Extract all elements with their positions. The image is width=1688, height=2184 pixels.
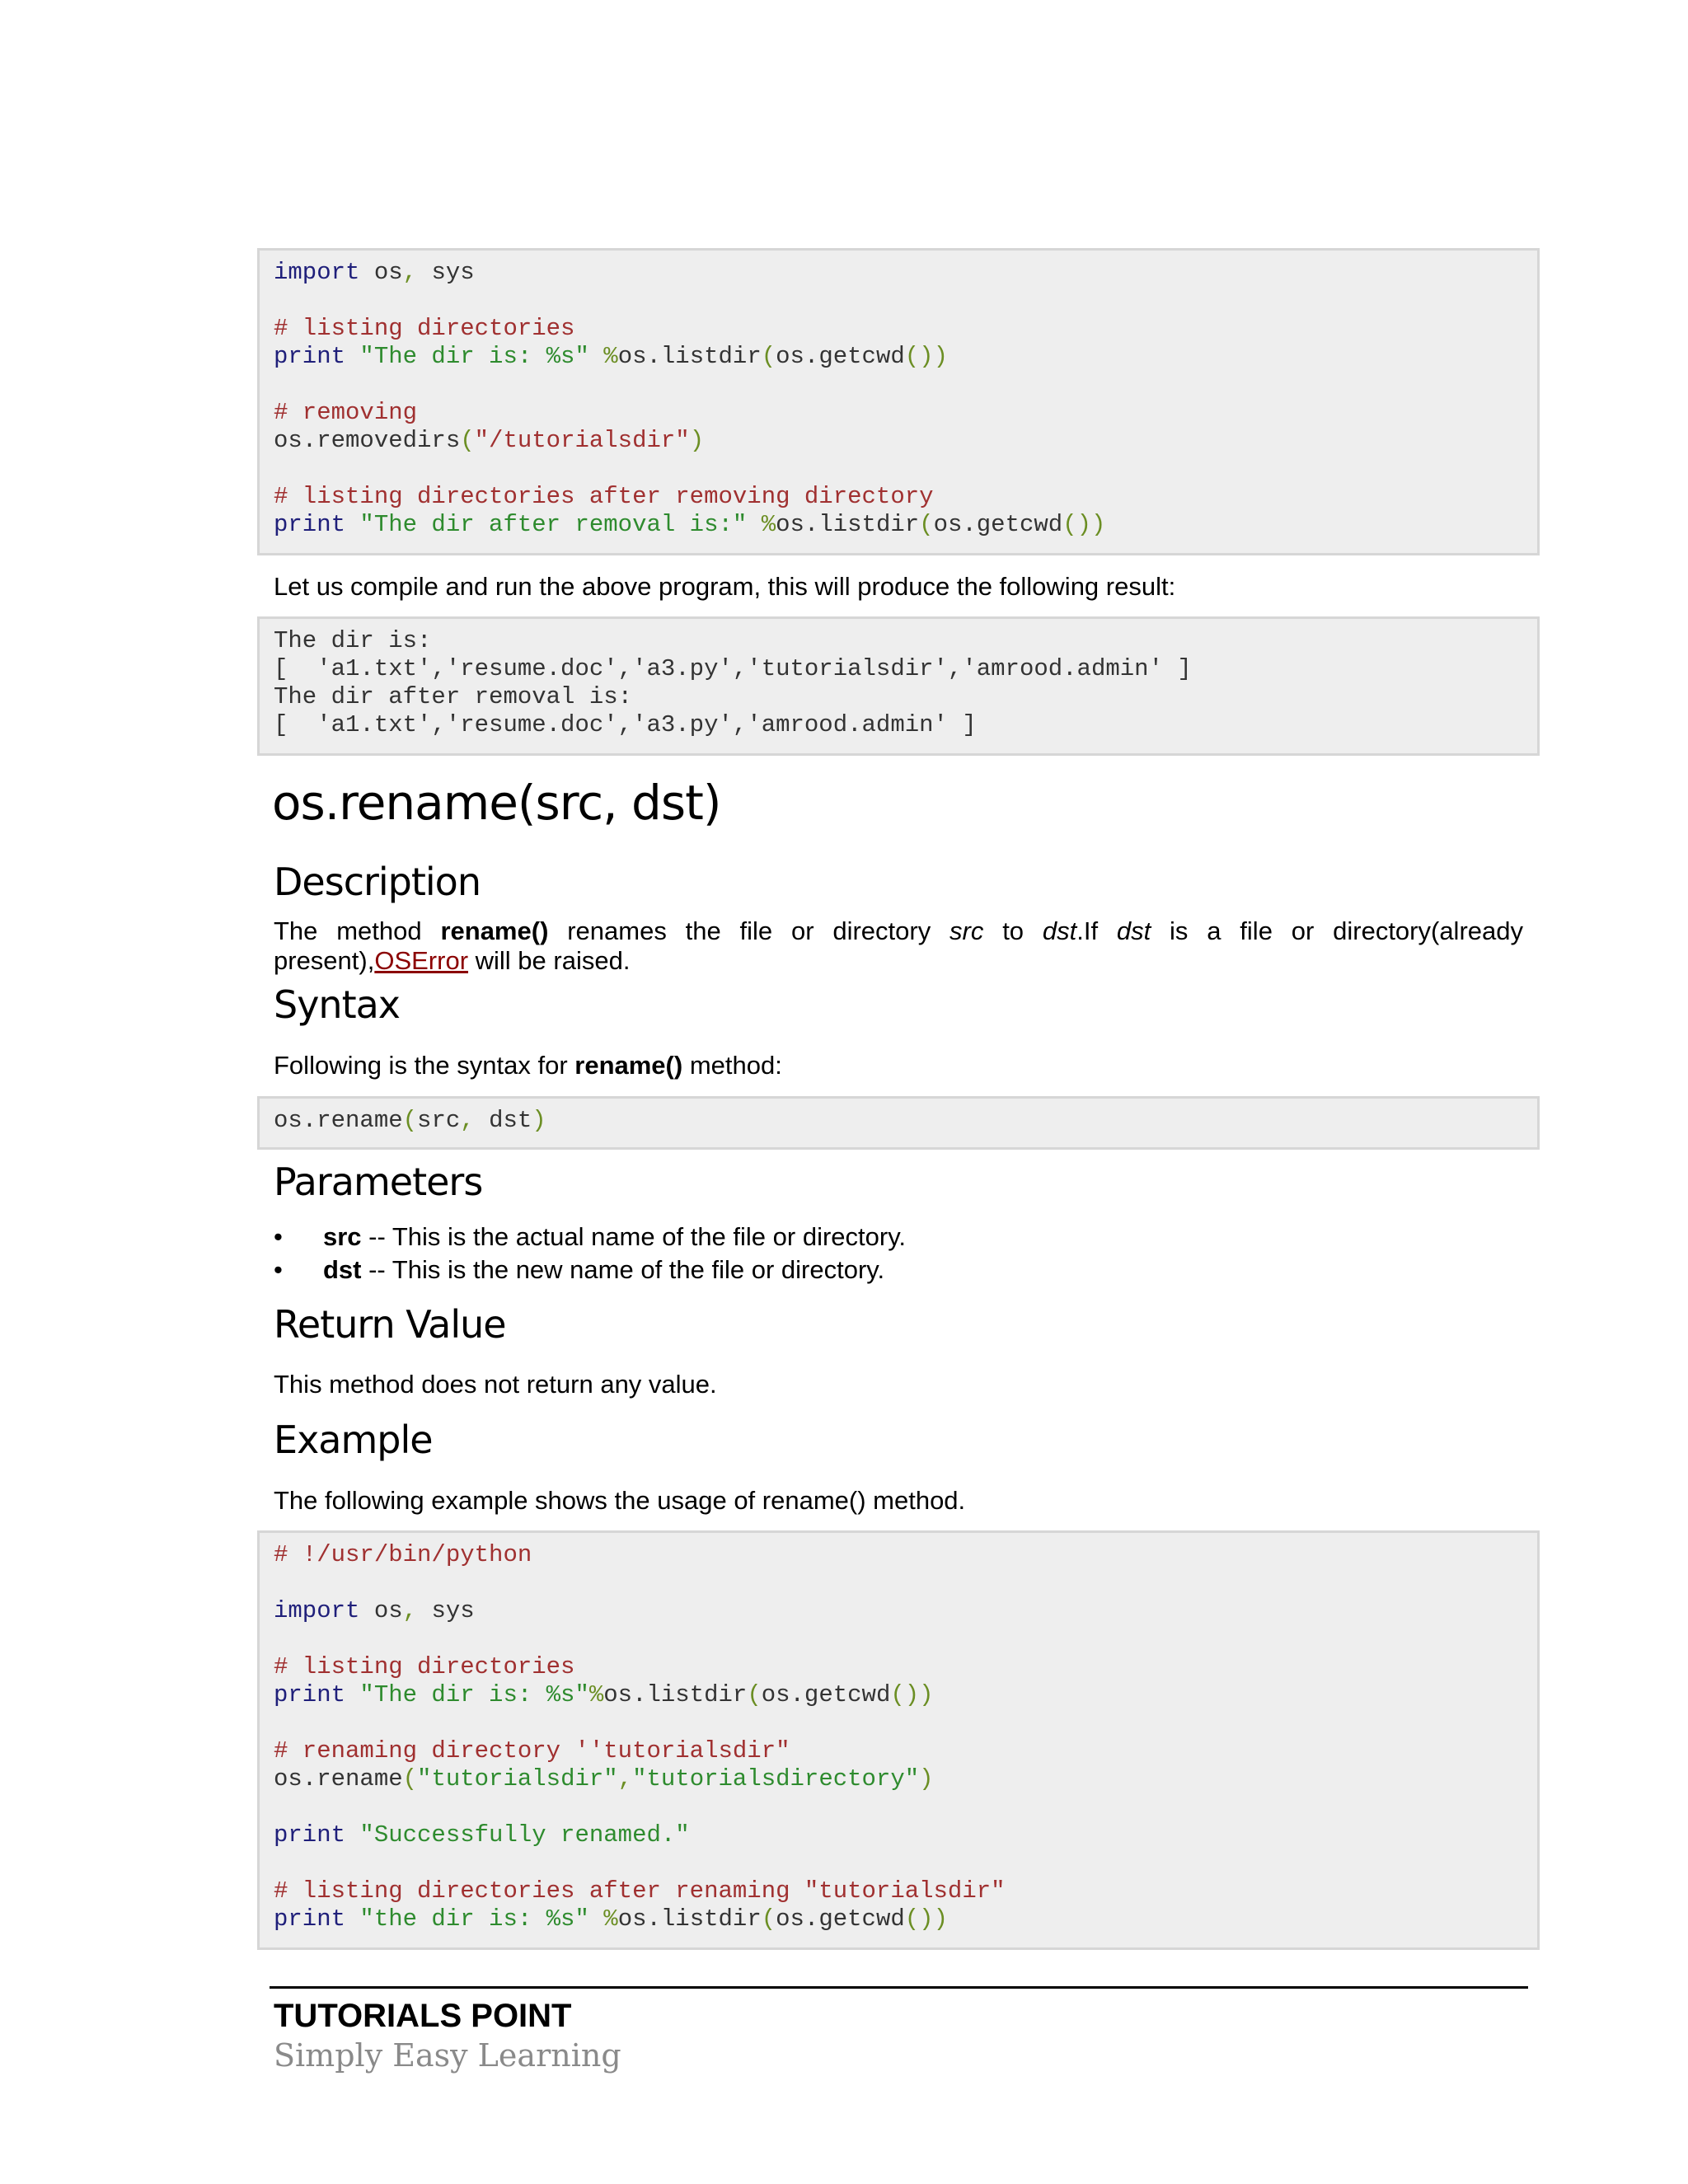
code-line (274, 315, 1537, 343)
code-token: os.listdir (603, 1681, 748, 1708)
code-line (274, 1765, 1537, 1793)
code-token: [ 'a1.txt','resume.doc','a3.py','tutorialsdir','amrood.admin' ] (274, 655, 1192, 682)
param-name: src (323, 1222, 362, 1251)
code-token: ) (919, 1765, 934, 1793)
footer-divider (270, 1986, 1528, 1989)
code-token: print (274, 511, 346, 538)
code-line (274, 1905, 1537, 1933)
code-token: os.rename (274, 1765, 403, 1793)
code-line (274, 655, 1537, 683)
code-line (274, 1625, 1537, 1653)
code-token: ( (460, 427, 475, 454)
code-line (274, 1569, 1537, 1597)
parameters-heading: Parameters (274, 1160, 483, 1204)
footer-title: TUTORIALS POINT (274, 1998, 572, 2034)
bullet: • (274, 1255, 283, 1284)
param-src: src (950, 916, 984, 945)
code-line (274, 483, 1537, 511)
text-run: renames the file or directory (548, 916, 950, 945)
code-token: dst (474, 1107, 532, 1134)
code-token: "The dir after removal is:" (359, 511, 748, 538)
code-token: [ 'a1.txt','resume.doc','a3.py','amrood.admin' ] (274, 711, 977, 738)
code-token: # listing directories after removing directory (274, 483, 934, 510)
code-token: "the dir is: %s" (359, 1905, 589, 1933)
code-token: os.listdir (776, 511, 920, 538)
param-dst: dst (1042, 916, 1077, 945)
code-token: # listing directories (274, 1653, 575, 1680)
code-token: import (274, 259, 360, 286)
code-token: # listing directories after renaming "tutorialsdir" (274, 1877, 1006, 1905)
code-token: os.listdir (617, 343, 762, 370)
code-token: ( (402, 1765, 418, 1793)
code-token: # renaming directory ''tutorialsdir" (274, 1737, 790, 1765)
code-token (589, 1905, 603, 1933)
param-description: -- This is the actual name of the file or directory. (361, 1222, 907, 1251)
param-dst: dst (1116, 916, 1151, 945)
code-token: The dir is: (274, 627, 432, 654)
code-line (274, 343, 1537, 371)
code-token: % (603, 1905, 618, 1933)
code-line (274, 627, 1537, 655)
code-token: os.getcwd (776, 343, 905, 370)
code-token: print (274, 343, 346, 370)
code-token: os.getcwd (933, 511, 1063, 538)
code-token: ()) (904, 343, 948, 370)
oserror-link[interactable]: OSError (374, 946, 469, 975)
code-token: , (460, 1107, 475, 1134)
code-token: "The dir is: %s" (359, 1681, 589, 1708)
return-value-heading: Return Value (274, 1302, 506, 1347)
intro-paragraph: Let us compile and run the above program, this will produce the following result: (274, 572, 1176, 601)
code-token: % (761, 511, 776, 538)
code-line (274, 1793, 1537, 1821)
description-heading: Description (274, 860, 481, 904)
code-line (274, 1821, 1537, 1849)
code-token: "tutorialsdirectory" (632, 1765, 920, 1793)
text-run: The method (274, 916, 441, 945)
syntax-paragraph (274, 1051, 782, 1080)
code-token: ( (402, 1107, 418, 1134)
code-token: ) (689, 427, 705, 454)
code-token (345, 343, 359, 370)
code-token: os.getcwd (776, 1905, 905, 1933)
code-line (274, 427, 1537, 455)
code-token: ()) (904, 1905, 948, 1933)
code-line (274, 371, 1537, 399)
code-token: , (617, 1765, 633, 1793)
list-item (274, 1221, 906, 1254)
code-block-removedirs (257, 248, 1540, 555)
description-paragraph (274, 916, 1523, 976)
code-line (274, 1877, 1537, 1905)
code-token: src (417, 1107, 461, 1134)
code-token: ( (919, 511, 934, 538)
example-heading: Example (274, 1418, 433, 1462)
code-line (274, 1849, 1537, 1877)
code-token: os.removedirs (274, 427, 461, 454)
code-token: print (274, 1681, 346, 1708)
code-token: % (588, 1681, 604, 1708)
bullet: • (274, 1222, 283, 1251)
code-token: print (274, 1821, 346, 1849)
code-line (274, 1709, 1537, 1737)
code-token: sys (417, 1597, 475, 1624)
code-token: , (402, 1597, 418, 1624)
method-name: rename() (440, 916, 549, 945)
code-token: # removing (274, 399, 418, 426)
code-line (274, 711, 1537, 739)
code-token: print (274, 1905, 346, 1933)
code-token: "/tutorialsdir" (474, 427, 690, 454)
example-paragraph: The following example shows the usage of rename() method. (274, 1486, 966, 1515)
code-token: ()) (1062, 511, 1106, 538)
code-token: os.getcwd (761, 1681, 891, 1708)
code-token: ()) (890, 1681, 934, 1708)
code-token: os.rename (274, 1107, 403, 1134)
example-code-block (257, 1530, 1540, 1950)
code-token: ( (761, 343, 776, 370)
text-run: method: (682, 1051, 782, 1080)
code-token: "tutorialsdir" (417, 1765, 618, 1793)
code-token (589, 343, 603, 370)
code-token: # listing directories (274, 315, 575, 342)
code-token: "The dir is: %s" (359, 343, 589, 370)
code-line (274, 683, 1537, 711)
parameters-list (274, 1221, 906, 1286)
code-line (274, 1541, 1537, 1569)
code-token: sys (417, 259, 475, 286)
code-token (345, 1681, 359, 1708)
code-line (274, 287, 1537, 315)
code-token (747, 511, 761, 538)
text-run: .If (1076, 916, 1117, 945)
code-line (274, 455, 1537, 483)
code-token: # !/usr/bin/python (274, 1541, 532, 1568)
code-token: ) (532, 1107, 546, 1134)
page-title: os.rename(src, dst) (272, 775, 721, 831)
text-run: Following is the syntax for (274, 1051, 575, 1080)
code-line (274, 1597, 1537, 1625)
code-token (345, 1905, 359, 1933)
code-token (345, 1821, 359, 1849)
code-line (274, 1653, 1537, 1681)
code-token: The dir after removal is: (274, 683, 633, 710)
param-description: -- This is the new name of the file or directory. (361, 1255, 885, 1284)
syntax-code-block (257, 1096, 1540, 1150)
code-token: "Successfully renamed." (359, 1821, 690, 1849)
code-token: os (359, 259, 403, 286)
code-line (274, 399, 1537, 427)
code-token: ( (747, 1681, 762, 1708)
code-token: ( (761, 1905, 776, 1933)
return-value-paragraph: This method does not return any value. (274, 1370, 717, 1399)
code-line (274, 511, 1537, 539)
code-line (274, 1737, 1537, 1765)
syntax-heading: Syntax (274, 982, 401, 1027)
footer-subtitle: Simply Easy Learning (274, 2037, 621, 2074)
code-token: import (274, 1597, 360, 1624)
text-run: to (983, 916, 1043, 945)
code-line (274, 1107, 1537, 1135)
output-block (257, 616, 1540, 756)
code-line (274, 1681, 1537, 1709)
code-token: os (359, 1597, 403, 1624)
text-run: will be raised. (468, 946, 631, 975)
text-run: is a file or directory(already present), (274, 916, 1523, 975)
code-line (274, 259, 1537, 287)
code-token: , (402, 259, 418, 286)
method-name: rename() (574, 1051, 683, 1080)
list-item (274, 1254, 906, 1286)
param-name: dst (323, 1255, 362, 1284)
code-token: % (603, 343, 618, 370)
code-token: os.listdir (617, 1905, 762, 1933)
code-token (345, 511, 359, 538)
